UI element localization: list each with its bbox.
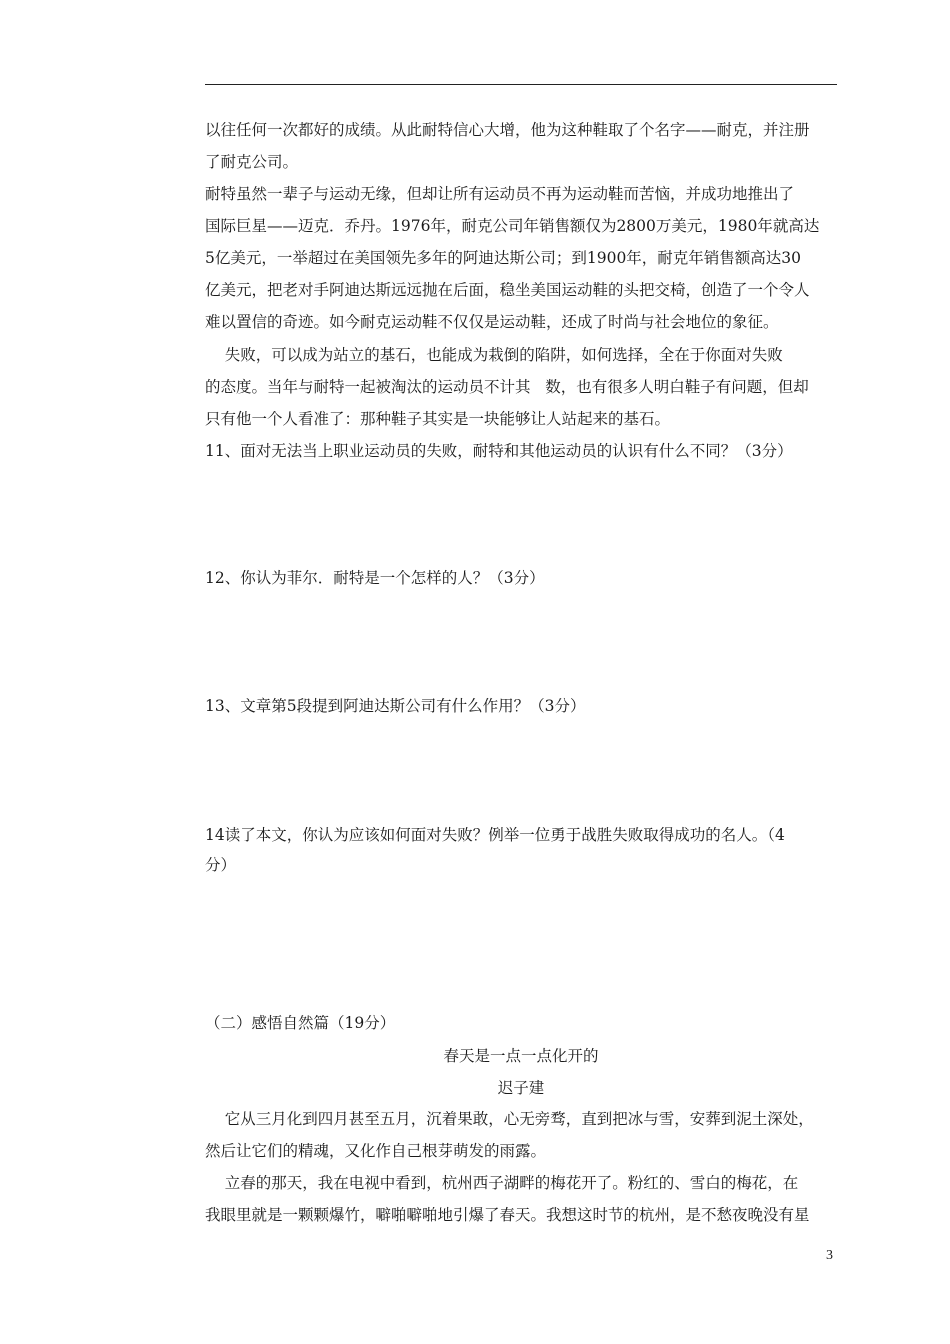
article-author: 迟子建 bbox=[497, 1079, 545, 1097]
article-title: 春天是一点一点化开的 bbox=[443, 1047, 599, 1065]
passage-line: 5亿美元，一举超过在美国领先多年的阿迪达斯公司；到1900年，耐克年销售额高达30 bbox=[205, 249, 802, 267]
passage-line: 耐特虽然一辈子与运动无缘，但却让所有运动员不再为运动鞋而苦恼，并成功地推出了 bbox=[205, 185, 795, 203]
question-12: 12、你认为菲尔．耐特是一个怎样的人？（3分） bbox=[205, 569, 545, 587]
passage-line: 了耐克公司。 bbox=[205, 153, 299, 171]
passage-line: 国际巨星——迈克．乔丹。1976年，耐克公司年销售额仅为2800万美元，1980年就高达 bbox=[205, 217, 820, 235]
header-rule bbox=[205, 84, 837, 85]
page-number: 3 bbox=[826, 1248, 833, 1263]
article-line: 然后让它们的精魂，又化作自己根芽萌发的雨露。 bbox=[205, 1142, 547, 1160]
passage-line: 亿美元，把老对手阿迪达斯远远抛在后面，稳坐美国运动鞋的头把交椅，创造了一个令人 bbox=[205, 281, 810, 299]
passage-line: 只有他一个人看准了：那种鞋子其实是一块能够让人站起来的基石。 bbox=[205, 410, 671, 428]
question-14: 14读了本文，你认为应该如何面对失败？例举一位勇于战胜失败取得成功的名人。（4 bbox=[205, 826, 785, 844]
passage-line: 失败，可以成为站立的基石，也能成为栽倒的陷阱，如何选择，全在于你面对失败 bbox=[205, 346, 783, 364]
passage-line: 以往任何一次都好的成绩。从此耐特信心大增，他为这种鞋取了个名字——耐克，并注册 bbox=[205, 121, 810, 139]
article-line: 我眼里就是一颗颗爆竹，噼啪噼啪地引爆了春天。我想这时节的杭州，是不愁夜晚没有星 bbox=[205, 1206, 810, 1224]
question-11: 11、面对无法当上职业运动员的失败，耐特和其他运动员的认识有什么不同？（3分） bbox=[205, 442, 793, 460]
question-13: 13、文章第5段提到阿迪达斯公司有什么作用？（3分） bbox=[205, 697, 586, 715]
section-heading: （二）感悟自然篇（19分） bbox=[205, 1014, 396, 1032]
article-line: 它从三月化到四月甚至五月，沉着果敢，心无旁骛，直到把冰与雪，安葬到泥土深处， bbox=[205, 1110, 814, 1128]
article-line: 立春的那天，我在电视中看到，杭州西子湖畔的梅花开了。粉红的、雪白的梅花，在 bbox=[205, 1174, 799, 1192]
passage-line: 难以置信的奇迹。如今耐克运动鞋不仅仅是运动鞋，还成了时尚与社会地位的象征。 bbox=[205, 313, 779, 331]
question-14-cont: 分） bbox=[205, 856, 237, 874]
passage-line: 的态度。当年与耐特一起被淘汰的运动员不计其 数，也有很多人明白鞋子有问题，但却 bbox=[205, 378, 809, 396]
